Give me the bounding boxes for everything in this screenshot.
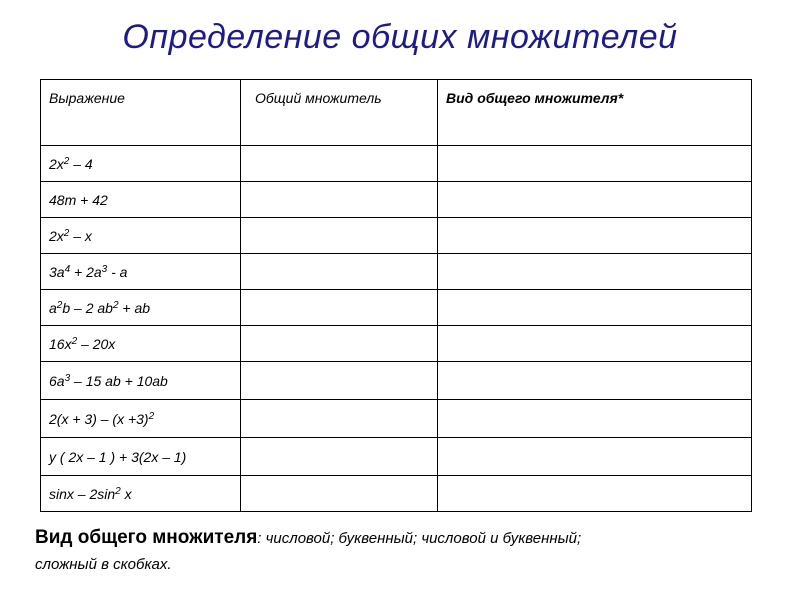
expression-cell	[41, 290, 241, 326]
expression-text: - a	[107, 263, 128, 280]
expression-text: a	[49, 299, 57, 316]
exponent: 2	[115, 485, 121, 497]
expression-text: – 4	[69, 155, 93, 172]
table-row	[41, 476, 752, 512]
table-row	[41, 182, 752, 218]
expression-text: 2x	[49, 155, 64, 172]
expression-text: 2(x + 3) – (x +3)	[49, 410, 149, 427]
exponent: 2	[63, 227, 70, 239]
table-row	[41, 438, 752, 476]
exponent: 3	[64, 372, 71, 384]
factor-kind-cell[interactable]	[438, 146, 752, 182]
expression-cell	[41, 254, 241, 290]
factor-kind-cell[interactable]	[438, 438, 752, 476]
expression-text: + ab	[118, 299, 151, 316]
expression-text: b – 2 ab	[62, 299, 113, 316]
header-expression: Выражение	[41, 80, 241, 146]
exponent: 2	[56, 299, 63, 311]
table-body	[41, 146, 752, 512]
common-factor-cell[interactable]	[241, 218, 438, 254]
factor-kind-cell[interactable]	[438, 290, 752, 326]
common-factor-cell[interactable]	[241, 438, 438, 476]
exponent: 3	[101, 263, 108, 275]
header-factor-kind: Вид общего множителя*	[438, 80, 752, 146]
footnote-lead: Вид общего множителя	[35, 527, 258, 548]
header-row	[41, 80, 752, 146]
expression-text: 48m + 42	[49, 191, 108, 208]
factor-kind-cell[interactable]	[438, 400, 752, 438]
expression-cell	[41, 400, 241, 438]
common-factor-cell[interactable]	[241, 362, 438, 400]
table-row	[41, 290, 752, 326]
table-row	[41, 326, 752, 362]
common-factor-cell[interactable]	[241, 254, 438, 290]
exponent: 2	[63, 155, 70, 167]
expression-cell	[41, 218, 241, 254]
expression-text: 3a	[49, 263, 65, 280]
exponent: 2	[71, 335, 78, 347]
exponent: 2	[112, 299, 119, 311]
common-factor-cell[interactable]	[241, 476, 438, 512]
expression-text: 2x	[49, 227, 64, 244]
common-factor-cell[interactable]	[241, 400, 438, 438]
factor-kind-cell[interactable]	[438, 254, 752, 290]
expression-cell	[41, 438, 241, 476]
expression-text: sinx – 2sin	[49, 485, 116, 502]
header-common-factor: Общий множитель	[241, 80, 438, 146]
expression-text: + 2a	[70, 263, 102, 280]
footnote-rest: : числовой; буквенный; числовой и буквенный; сложный в скобках.	[35, 530, 582, 573]
expression-text: 16x	[49, 335, 72, 352]
factor-kind-cell[interactable]	[438, 218, 752, 254]
table-row	[41, 218, 752, 254]
expression-cell	[41, 362, 241, 400]
factor-kind-cell[interactable]	[438, 362, 752, 400]
exponent: 2	[148, 410, 155, 422]
expression-cell	[41, 476, 241, 512]
expression-text: – 15 ab + 10ab	[70, 372, 168, 389]
expression-text: y ( 2x – 1 ) + 3(2x – 1)	[49, 448, 187, 465]
table-row	[41, 254, 752, 290]
factor-kind-cell[interactable]	[438, 326, 752, 362]
table-row	[41, 362, 752, 400]
factors-table	[40, 79, 752, 512]
common-factor-cell[interactable]	[241, 182, 438, 218]
table-row	[41, 400, 752, 438]
expression-cell	[41, 326, 241, 362]
common-factor-cell[interactable]	[241, 146, 438, 182]
expression-text: 6a	[49, 372, 65, 389]
factor-kind-cell[interactable]	[438, 476, 752, 512]
expression-text: – x	[69, 227, 92, 244]
expression-text: x	[120, 485, 132, 502]
expression-cell	[41, 182, 241, 218]
table-row	[41, 146, 752, 182]
footnote	[35, 525, 635, 578]
factor-kind-cell[interactable]	[438, 182, 752, 218]
expression-cell	[41, 146, 241, 182]
exponent: 4	[64, 263, 71, 275]
common-factor-cell[interactable]	[241, 290, 438, 326]
common-factor-cell[interactable]	[241, 326, 438, 362]
slide-title: Определение общих множителей	[122, 18, 678, 56]
expression-text: – 20x	[77, 335, 116, 352]
